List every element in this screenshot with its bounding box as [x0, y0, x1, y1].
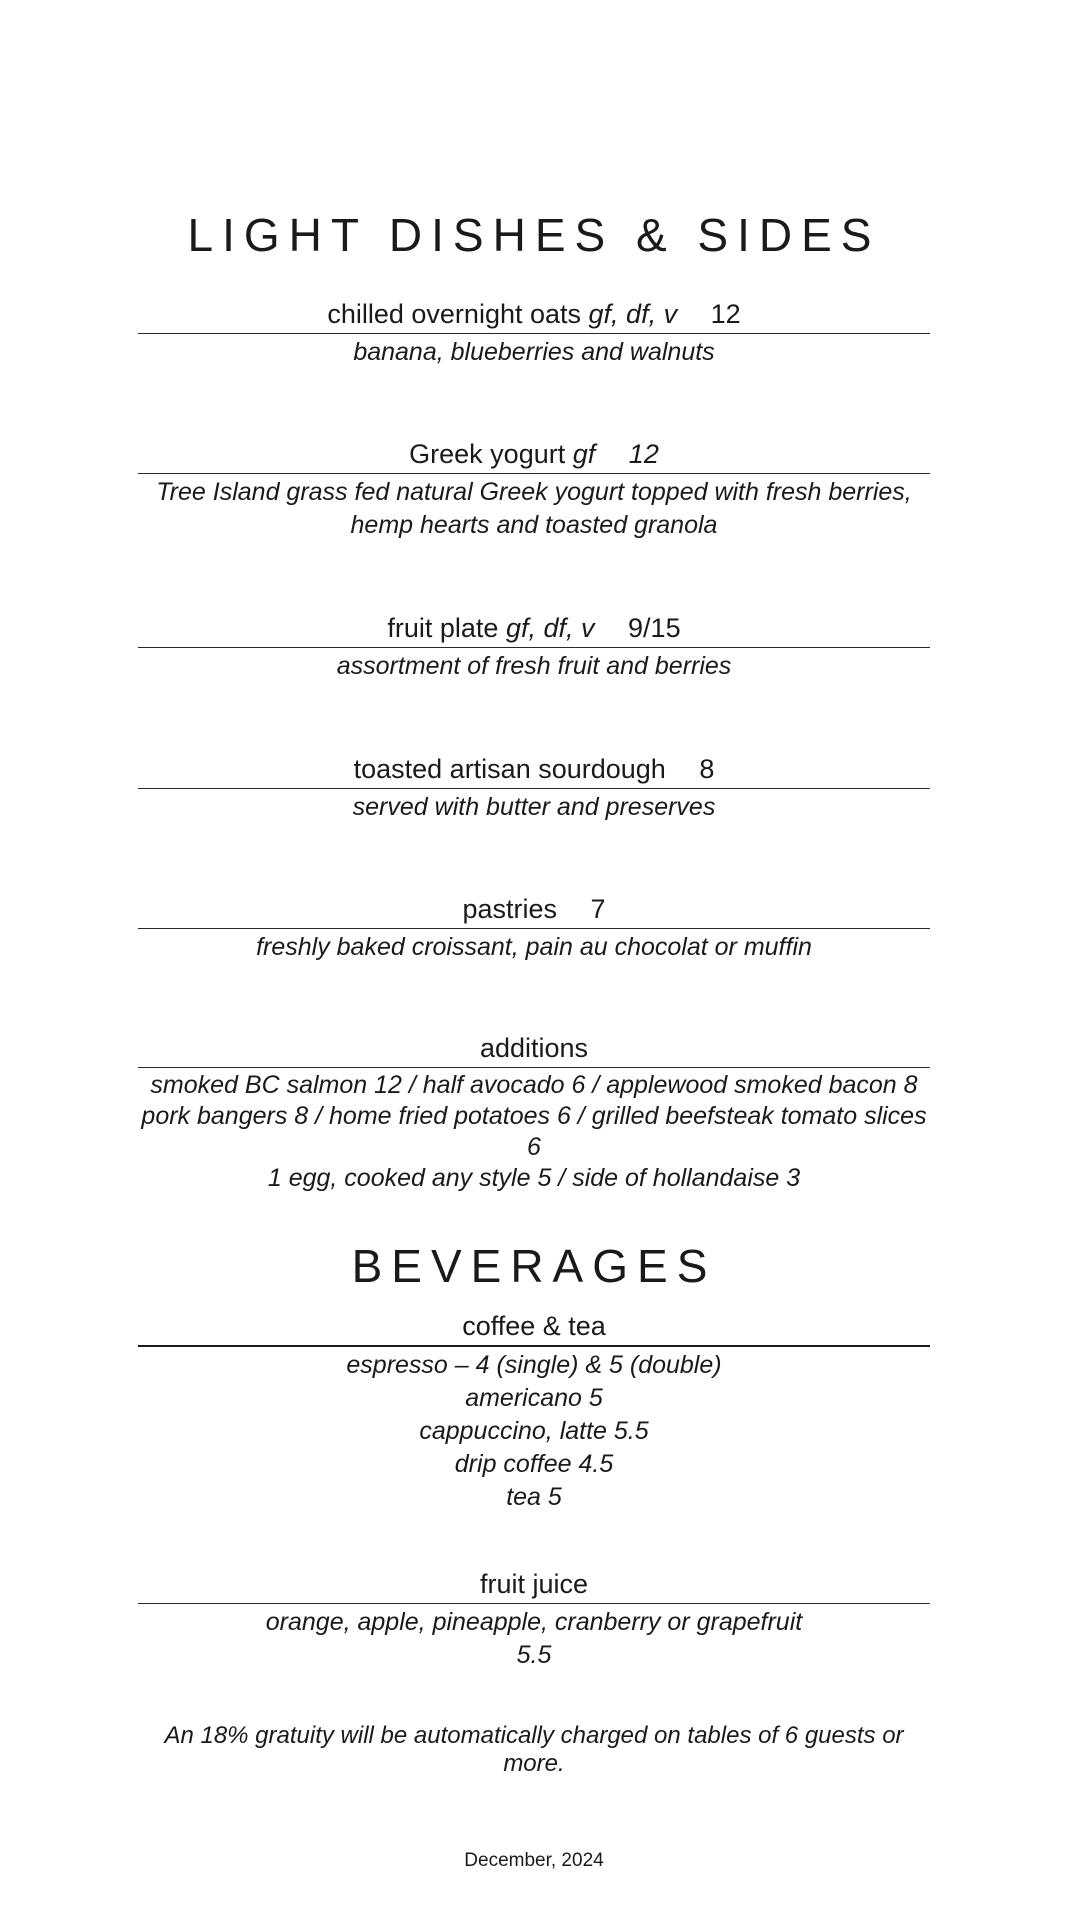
menu-item-price: 8	[699, 754, 715, 784]
menu-item-name: additions	[479, 1033, 589, 1063]
description-line: americano 5	[465, 1384, 603, 1412]
menu-item-description	[138, 648, 930, 683]
description-line: smoked BC salmon 12 / half avocado 6 / applewood smoked bacon 8	[150, 1071, 918, 1099]
menu-item-header	[138, 611, 930, 648]
menu-item-price: 9/15	[628, 613, 681, 643]
menu-item-pastries	[138, 892, 930, 964]
menu-item-greek-yogurt	[138, 437, 930, 542]
description-line: espresso – 4 (single) & 5 (double)	[346, 1351, 722, 1379]
menu-item-header	[138, 297, 930, 334]
description-line: banana, blueberries and walnuts	[353, 338, 715, 366]
menu-item-header	[138, 437, 930, 474]
menu-item-name: toasted artisan sourdough	[353, 754, 666, 784]
description-line: 1 egg, cooked any style 5 / side of hollandaise 3	[267, 1164, 801, 1192]
description-line: orange, apple, pineapple, cranberry or grapefruit	[265, 1608, 803, 1636]
menu-item-fruit-plate	[138, 611, 930, 683]
menu-item-sourdough	[138, 752, 930, 824]
menu-item-header	[138, 1567, 930, 1604]
menu-item-header	[138, 892, 930, 929]
menu-item-overnight-oats	[138, 297, 930, 369]
menu-item-tags: gf	[572, 439, 596, 469]
description-line: hemp hearts and toasted granola	[350, 511, 718, 539]
menu-item-description	[138, 1068, 930, 1194]
menu-item-tags: gf, df, v	[505, 613, 595, 643]
description-line: 5.5	[516, 1641, 552, 1669]
menu-item-tags: gf, df, v	[588, 299, 678, 329]
menu-item-fruit-juice	[138, 1567, 930, 1672]
section-title-light-dishes: LIGHT DISHES & SIDES	[187, 209, 881, 261]
menu-item-header	[138, 1309, 930, 1347]
description-line: freshly baked croissant, pain au chocolat or muffin	[256, 933, 812, 961]
footer-date: December, 2024	[464, 1850, 604, 1871]
section-title-beverages: BEVERAGES	[351, 1240, 717, 1292]
menu-item-name: fruit plate	[387, 613, 499, 643]
menu-item-name: coffee & tea	[462, 1311, 606, 1341]
menu-item-header	[138, 752, 930, 789]
menu-item-name: Greek yogurt	[409, 439, 566, 469]
menu-item-description	[138, 474, 930, 542]
description-line: drip coffee 4.5	[454, 1450, 614, 1478]
menu-item-additions	[138, 1031, 930, 1194]
menu-item-description	[138, 334, 930, 369]
menu-item-price: 12	[628, 439, 659, 469]
description-line: Tree Island grass fed natural Greek yogurt topped with fresh berries,	[156, 478, 912, 506]
description-line: cappuccino, latte 5.5	[419, 1417, 649, 1445]
menu-item-name: fruit juice	[479, 1569, 589, 1599]
menu-item-price: 7	[590, 894, 606, 924]
description-line: pork bangers 8 / home fried potatoes 6 / grilled beefsteak tomato slices 6	[141, 1102, 927, 1161]
menu-item-description	[138, 929, 930, 964]
menu-item-description	[138, 1604, 930, 1672]
description-line: assortment of fresh fruit and berries	[336, 652, 732, 680]
description-line: served with butter and preserves	[352, 793, 716, 821]
gratuity-note: An 18% gratuity will be automatically charged on tables of 6 guests or more.	[164, 1722, 904, 1777]
description-line: tea 5	[506, 1483, 562, 1511]
menu-item-coffee-tea	[138, 1309, 930, 1514]
menu-item-name: chilled overnight oats	[327, 299, 582, 329]
menu-item-name: pastries	[462, 894, 557, 924]
menu-item-description	[138, 789, 930, 824]
menu-item-description	[138, 1347, 930, 1514]
menu-item-price: 12	[710, 299, 741, 329]
menu-item-header	[138, 1031, 930, 1068]
